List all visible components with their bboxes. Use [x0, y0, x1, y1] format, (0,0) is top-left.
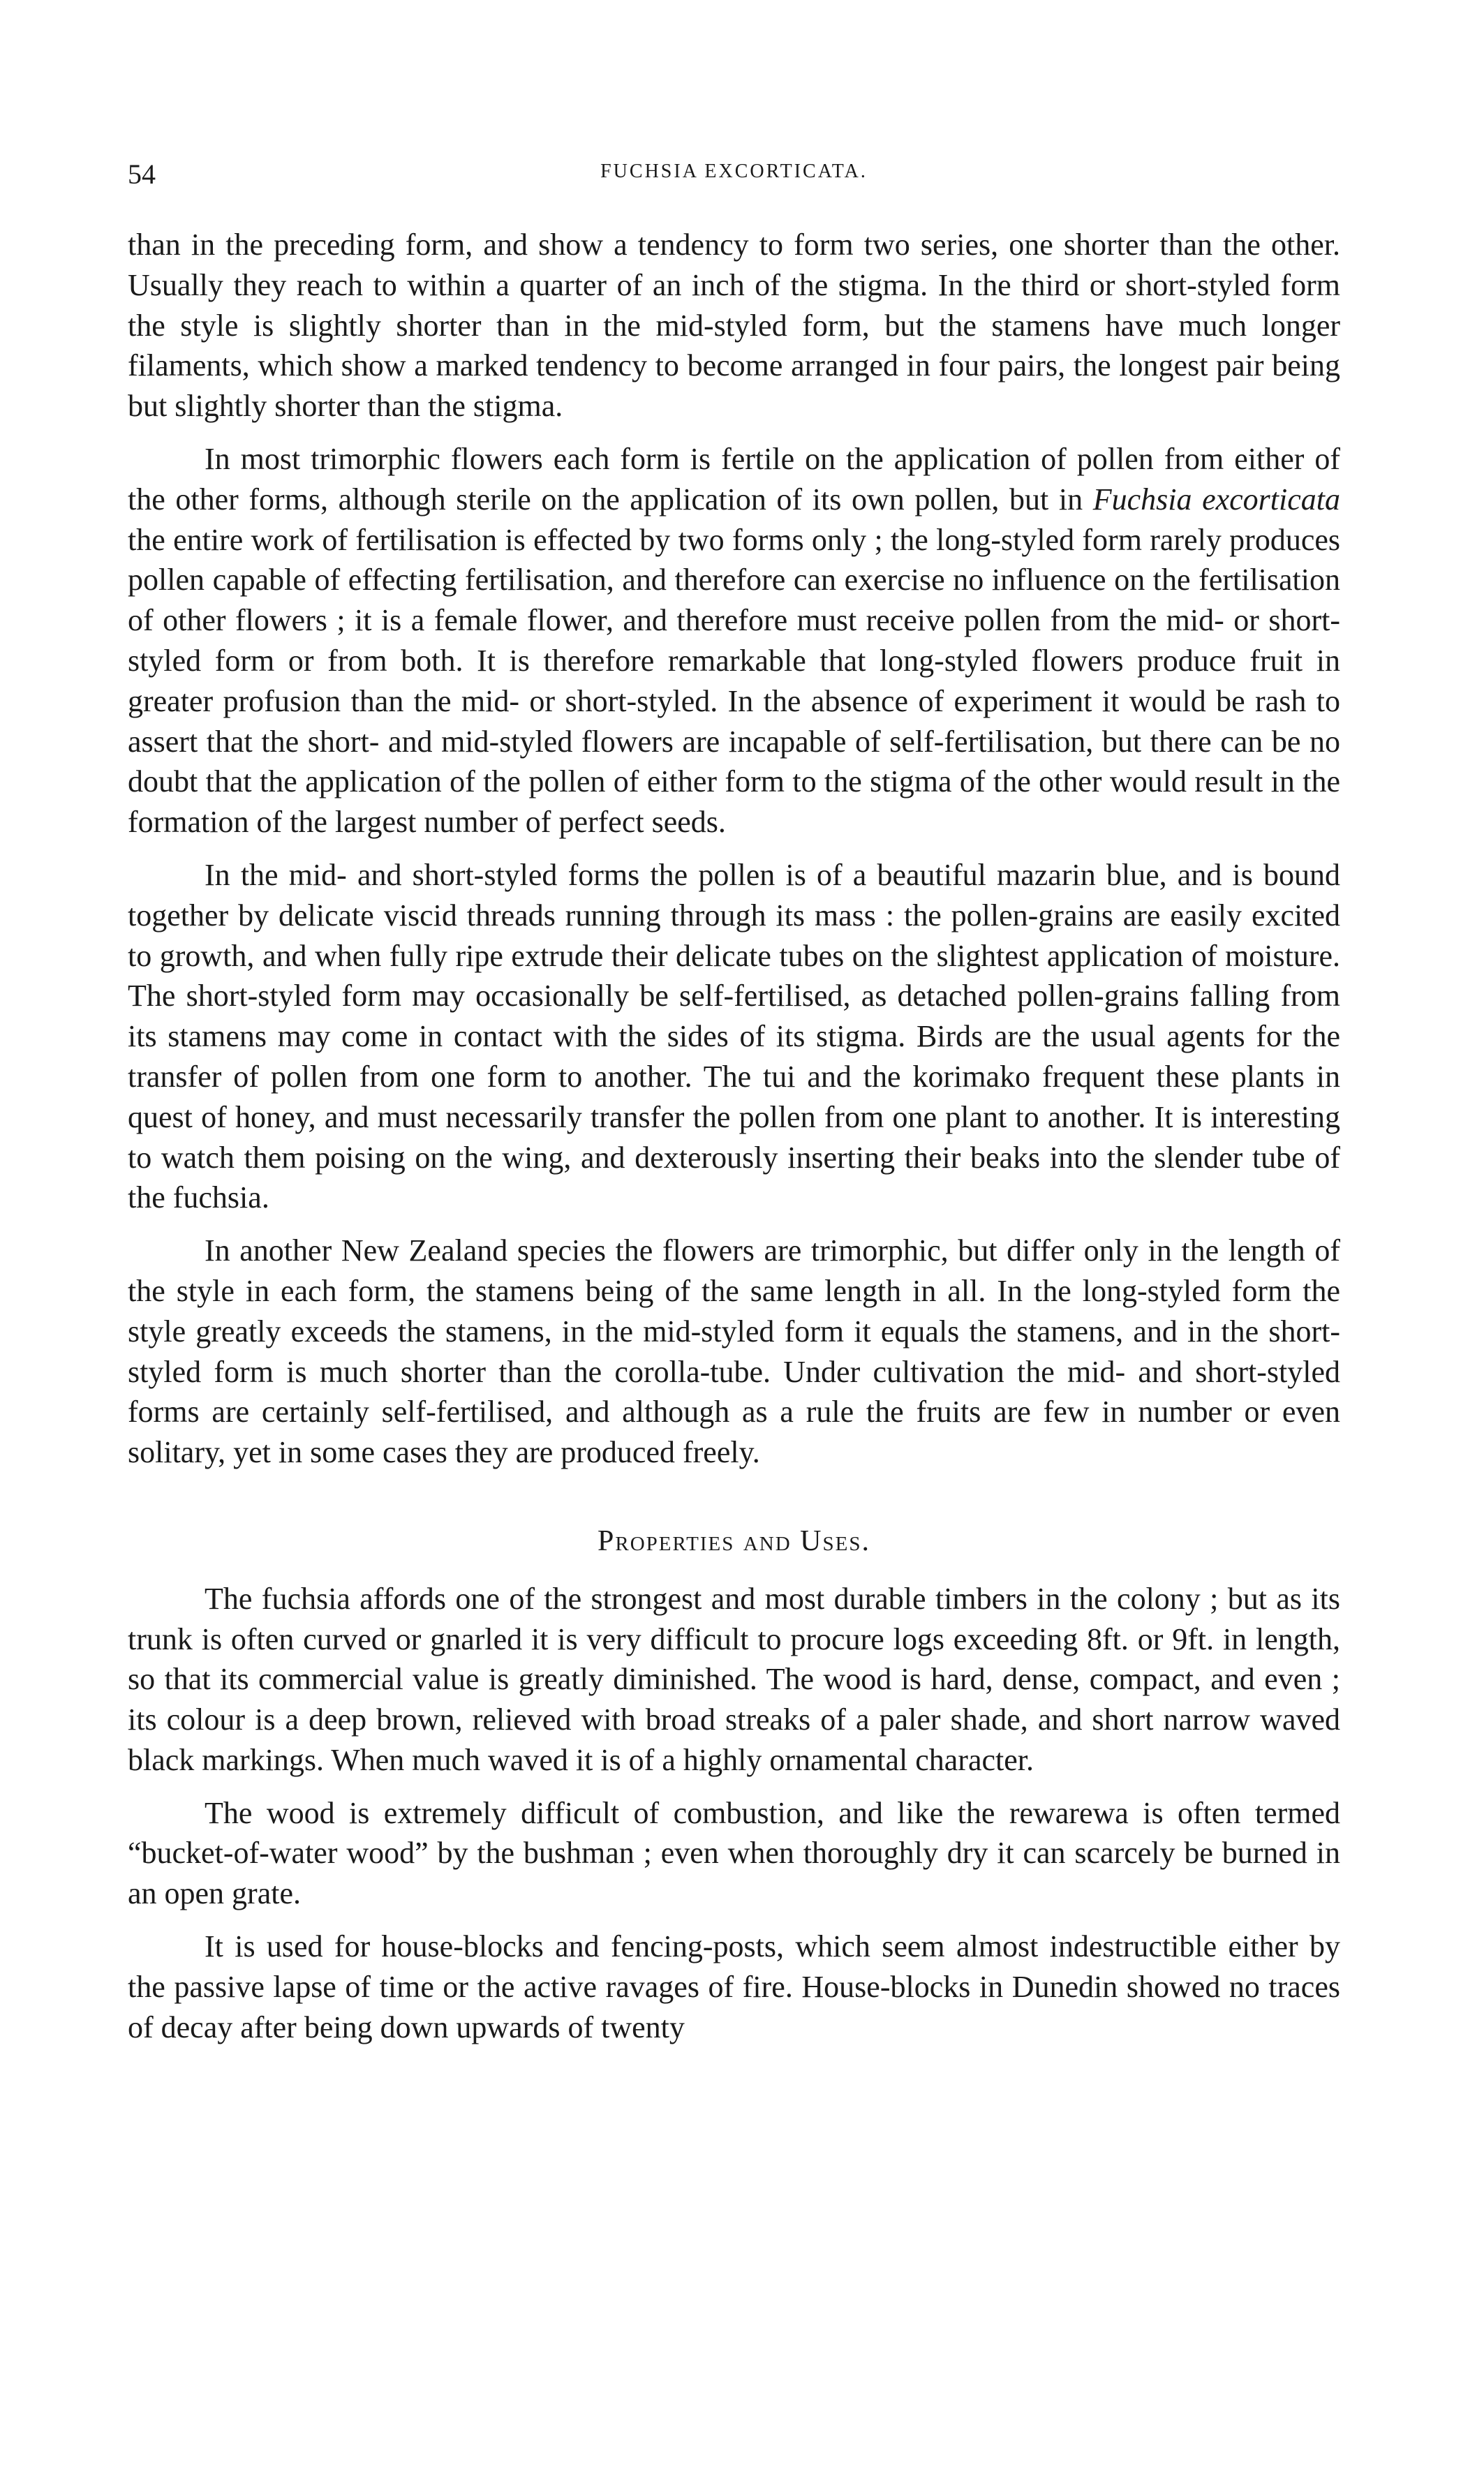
paragraph-other-species: In another New Zealand species the flowers are trimorphic, but differ only in the length of the style in each form, the stamens being of the same length in all. In the long-styled form the style greatly exceeds the stamens, in the mid-styled form it equals the stamens, and in the short-styled form is much shorter than the corolla-tube. Under cultivation the mid- and short-styled forms are certainly self-fertilised, and although as a rule the fruits are few in number or even solitary, yet in some cases they are produced freely. — [128, 1233, 1340, 1470]
paragraph-pollen: In the mid- and short-styled forms the pollen is of a beautiful mazarin blue, and is bound together by delicate viscid threads running through its mass : the pollen-grains are easily excited to growth, and when fully ripe extrude their delicate tubes on the slightest application of moisture. The short-styled form may occasionally be self-fertilised, as detached pollen-grains falling from its stamens may come in contact with the sides of its stigma. Birds are the usual agents for the transfer of pollen from one form to another. The tui and the korimako frequent these plants in quest of honey, and must necessarily transfer the pollen from one plant to another. It is interesting to watch them poising on the wing, and dexterously inserting their beaks into the slender tube of the fuchsia. — [128, 857, 1340, 1215]
paragraph-text: the entire work of fertilisation is effected by two forms only ; the long-styled form rarely produces pollen capable of effecting fertilisation, and therefore can exercise no influence on the fertilisation of other flowers ; it is a female flower, and therefore must receive pollen from the mid- or short-styled form or from both. It is therefore remarkable that long-styled flowers produce fruit in greater profusion than the mid- or short-styled. In the absence of experiment it would be rash to assert that the short- and mid-styled flowers are incapable of self-fertilisation, but there can be no doubt that the application of the pollen of either form to the stigma of the other would result in the formation of the largest number of perfect seeds. — [128, 522, 1340, 840]
paragraph-trimorphic-fertilisation — [128, 439, 1340, 842]
paragraph-continued: than in the preceding form, and show a tendency to form two series, one shorter than the other. Usually they reach to within a quarter of an inch of the stigma. In the third or short-styled form the style is slightly shorter than in the mid-styled form, but the stamens have much longer filaments, which show a marked tendency to become arranged in four pairs, the longest pair being but slightly shorter than the stigma. — [128, 228, 1340, 424]
paragraph-text: In most trimorphic flowers each form is fertile on the application of pollen from either of the other forms, although sterile on the application of its own pollen, but in — [128, 441, 1340, 517]
section-heading: Properties and Uses. — [598, 1524, 870, 1557]
paragraph-house-blocks: It is used for house-blocks and fencing-posts, which seem almost indestructible either by the passive lapse of time or the active ravages of fire. House-blocks in Dunedin showed no traces of decay after being down upwards of twenty — [128, 1929, 1340, 2044]
page-header — [128, 158, 1340, 200]
page-body — [128, 225, 1340, 2047]
paragraph-timber: The fuchsia affords one of the strongest and most durable timbers in the colony ; but as its trunk is often curved or gnarled it is very difficult to procure logs exceeding 8ft. or 9ft. in length, so that its commercial value is greatly diminished. The wood is hard, dense, compact, and even ; its colour is a deep brown, relieved with broad streaks of a paler shade, and short narrow waved black markings. When much waved it is of a highly ornamental character. — [128, 1581, 1340, 1777]
running-head: FUCHSIA EXCORTICATA. — [600, 161, 868, 182]
paragraph-combustion: The wood is extremely difficult of combustion, and like the rewarewa is often termed “bucket-of-water wood” by the bushman ; even when thoroughly dry it can scarcely be burned in an open grate. — [128, 1795, 1340, 1911]
page-number: 54 — [128, 158, 156, 190]
species-name-italic: Fuchsia excorticata — [1092, 482, 1340, 517]
